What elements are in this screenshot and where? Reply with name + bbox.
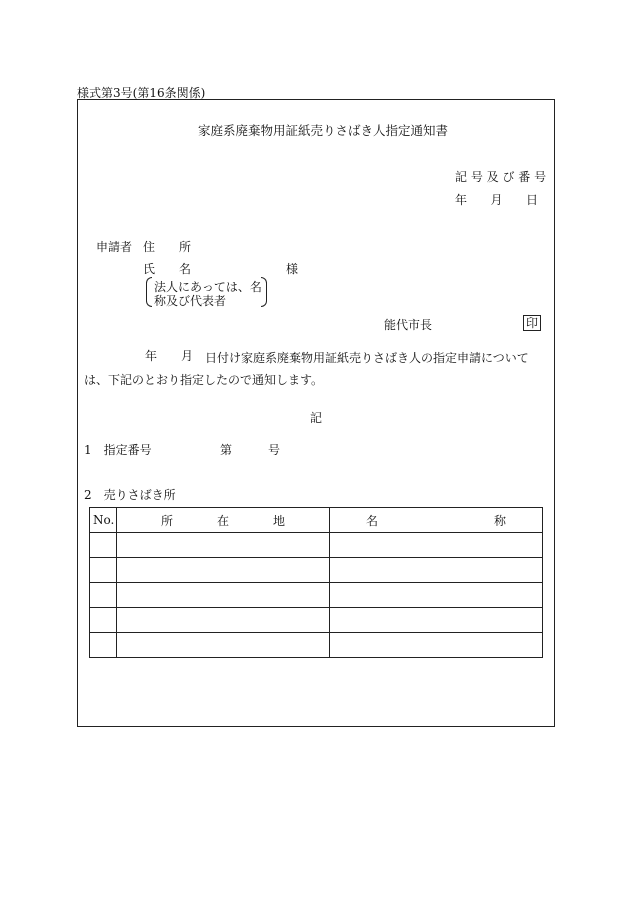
cell-location bbox=[117, 608, 330, 633]
applicant-name-label: 氏 名 bbox=[143, 262, 192, 276]
sales-location-table bbox=[89, 507, 543, 658]
table-row bbox=[90, 558, 543, 583]
table-row bbox=[90, 583, 543, 608]
applicant-address-label: 住 所 bbox=[143, 240, 192, 254]
cell-no bbox=[90, 533, 117, 558]
cell-no bbox=[90, 558, 117, 583]
table-header-row bbox=[90, 508, 543, 533]
reference-date bbox=[455, 191, 538, 208]
cell-name bbox=[330, 608, 543, 633]
form-number: 様式第3号(第16条関係) bbox=[77, 86, 206, 100]
designation-go: 号 bbox=[268, 443, 281, 457]
cell-no bbox=[90, 633, 117, 658]
cell-no bbox=[90, 583, 117, 608]
corporate-note-line1: 法人にあっては、名 bbox=[154, 280, 262, 294]
body-text: 日付け家庭系廃棄物用証紙売りさばき人の指定申請については、下記のとおり指定したので通知します。 bbox=[84, 351, 529, 387]
corporate-note-line2: 称及び代表者 bbox=[154, 294, 227, 308]
table-row bbox=[90, 633, 543, 658]
designation-number-label: 1 指定番号 bbox=[84, 443, 152, 457]
notes-heading: 記 bbox=[310, 411, 323, 425]
reference-number-label: 記 号 及 び 番 号 bbox=[455, 170, 547, 184]
bracket-left bbox=[146, 277, 152, 307]
applicant-label: 申請者 bbox=[96, 240, 133, 254]
cell-location bbox=[117, 533, 330, 558]
seal-mark: 印 bbox=[523, 315, 541, 331]
body-year: 年 bbox=[145, 349, 158, 363]
header-no: No. bbox=[90, 508, 117, 533]
cell-location bbox=[117, 583, 330, 608]
header-location: 所 在 地 bbox=[117, 508, 330, 533]
issuer-name: 能代市長 bbox=[384, 318, 433, 332]
applicant-honorific: 様 bbox=[286, 262, 299, 276]
sales-location-label: 2 売りさばき所 bbox=[84, 488, 176, 502]
date-year: 年 bbox=[455, 193, 468, 207]
cell-name bbox=[330, 583, 543, 608]
designation-dai: 第 bbox=[220, 443, 233, 457]
table-row bbox=[90, 608, 543, 633]
corporate-note bbox=[146, 277, 267, 307]
cell-location bbox=[117, 633, 330, 658]
cell-name bbox=[330, 533, 543, 558]
cell-name bbox=[330, 558, 543, 583]
date-month: 月 bbox=[490, 193, 503, 207]
cell-location bbox=[117, 558, 330, 583]
header-name: 名 称 bbox=[330, 508, 543, 533]
table-row bbox=[90, 533, 543, 558]
cell-name bbox=[330, 633, 543, 658]
cell-no bbox=[90, 608, 117, 633]
date-day: 日 bbox=[525, 193, 538, 207]
body-month: 月 bbox=[181, 349, 194, 363]
document-title: 家庭系廃棄物用証紙売りさばき人指定通知書 bbox=[198, 123, 449, 138]
